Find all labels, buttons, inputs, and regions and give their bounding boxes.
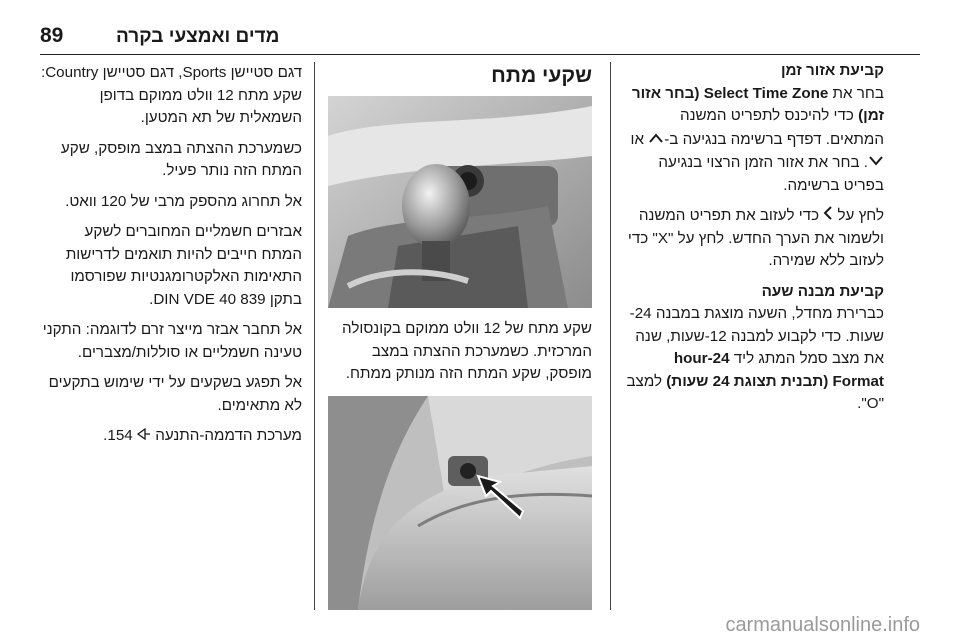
chevron-left-icon	[823, 207, 833, 224]
caret-down-icon	[868, 153, 884, 171]
stop-start-reference	[40, 425, 302, 448]
no-charging-devices-paragraph: אל תחבר אבזר מייצר זרם לדוגמה: התקני טעינה חשמליים או סוללות/מצברים.	[42, 321, 302, 361]
time-zone-heading: קביעת אזור זמן	[780, 62, 884, 79]
emc-paragraph: אבזרים חשמליים המחוברים לשקע המתח חייבים להיות תואמים לדרישות התאימות האלקטרומגנטיות שפורסמו בתקן DIN VDE 40 839.	[65, 223, 302, 308]
text-run: לחץ על	[833, 207, 884, 224]
time-zone-paragraph-1	[622, 83, 884, 198]
cargo-socket-paragraph: דגם סטיישן Sports, דגם סטיישן Country: שקע מתח 12 וולט ממוקם בדופן השמאלית של תא המטען.	[40, 64, 302, 126]
right-column	[622, 60, 884, 424]
console-socket-figure	[328, 96, 592, 308]
text-run: או	[630, 130, 649, 148]
hour-format-heading: קביעת מבנה שעה	[761, 282, 884, 300]
power-outlets-heading: שקעי מתח	[491, 64, 592, 87]
max-power-paragraph: אל תחרוג מהספק מרבי של 120 וואט.	[65, 192, 302, 210]
text-run: מערכת הדממה-התנעה	[150, 427, 302, 444]
page-header	[0, 0, 960, 56]
header-rule	[40, 54, 920, 55]
unsuitable-plugs-paragraph: אל תפגע בשקעים על ידי שימוש בתקעים לא מתאימים.	[48, 374, 302, 414]
column-divider	[314, 62, 315, 610]
text-run: כדי לעזוב את תפריט המשנה ולשמור את הערך החדש. לחץ על "X" כדי לעזוב ללא שמירה.	[627, 207, 884, 269]
select-time-zone-label: Select Time Zone (בחר אזור זמן)	[631, 84, 884, 124]
reference-arrow-icon	[137, 427, 151, 444]
page-number: 89	[40, 24, 64, 47]
text-run: כברירת מחדל, השעה מוצגת במבנה 24-שעות. כדי לקבוע למבנה 12-שעות, שנה את מצב סמל המתג ליד	[629, 305, 884, 367]
text-run: בחר את	[828, 84, 884, 102]
text-run: למצב "O".	[626, 372, 884, 412]
text-run: . בחר את אזור הזמן הרצוי בנגיעה בפריט ברשימה.	[658, 154, 884, 194]
time-zone-paragraph-2	[622, 205, 884, 273]
hour-format-label: 24-hour Format (תבנית תצוגת 24 שעות)	[666, 350, 884, 390]
column-divider	[610, 62, 611, 610]
caret-up-icon	[648, 130, 664, 148]
hour-format-paragraph	[622, 303, 884, 416]
running-title: מדים ואמצעי בקרה	[116, 26, 280, 47]
watermark: carmanualsonline.info	[725, 614, 920, 636]
console-socket-caption: שקע מתח של 12 וולט ממוקם בקונסולה המרכזית. כשמערכת ההצתה במצב מופסק, שקע המתח הזה מנותק ממתח.	[342, 320, 592, 382]
text-run: כדי להיכנס לתפריט המשנה המתאים. דפדף ברשימה בנגיעה ב-	[664, 107, 884, 148]
cargo-socket-figure	[328, 396, 592, 610]
middle-column	[328, 62, 592, 620]
ignition-off-paragraph: כשמערכת ההצתה במצב מופסק, שקע המתח הזה נותר פעיל.	[60, 139, 302, 179]
text-run: 154.	[103, 427, 137, 444]
left-column	[40, 62, 302, 456]
